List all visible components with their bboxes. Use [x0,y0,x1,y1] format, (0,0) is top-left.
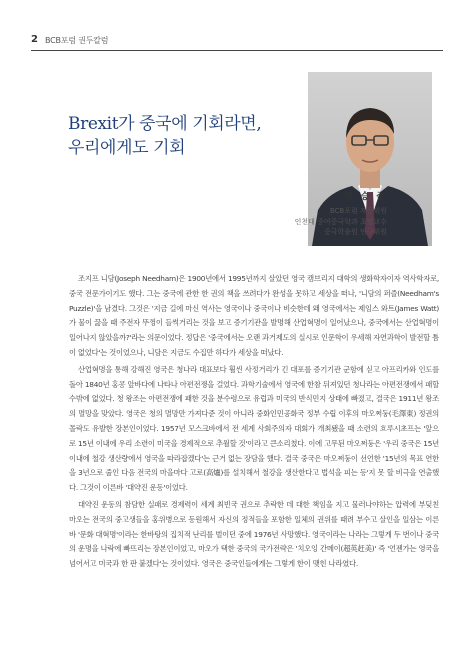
body-paragraph: 산업혁명을 통해 강해진 영국은 청나라 대표보다 훨씬 사정거리가 긴 대포를 증기기관 군함에 싣고 아프리카와 인도를 돌아 1840년 홍콩 앞바다에 나타나 아편전쟁을 걸었다. 과학기술에서 영국에 한참 뒤져있던 청나라는 아편전쟁에서 패할 수밖에 없었다. 청 왕조는 아편전쟁에 패한 것을 분수령으로 유럽과 미국의 반식민지 상태에 빠졌고, 결국은 1911년 왕조의 멸망을 맞았다. 영국은 청의 멸망만 가져다준 것이 아니라 중화인민공화국 정부 수립 이후의 마오쩌둥(毛澤東) 정권의 몰락도 유발한 장본인이었다. 1957년 모스크바에서 전 세계 사회주의자 대회가 개최됐을 때 소련의 흐루시초프는 '앞으로 15년 이내에 우리 소련이 미국을 경제적으로 추월할 것'이라고 큰소리쳤다. 이에 고무된 마오쩌둥은 '우리 중국은 15년 이내에 철강 생산량에서 영국을 따라잡겠다'는 근거 없는 장담을 했다. 결국 중국은 마오쩌둥이 선언한 '15년의 목표 연한을 3년으로 줄인 다음 전국의 마을마다 고로(高爐)를 설치해서 철강을 생산한다고 법석을 피는 등'지 못 할 비극을 연출했다. 그것이 이른바 '대약진 운동'이었다. [69,364,439,493]
page-number: 2 [31,34,38,45]
body-paragraph: 조지프 니담(Joseph Needham)은 1900년에서 1995년까지 살았던 영국 캠브리지 대학의 생화학자이자 역사학자로, 중국 전문가이기도 했다. 그는 중국에 관한 한 권의 책을 쓰려다가 완성을 못하고 세상을 떠나, '니담의 퍼즐(Needham's Puzzle)'을 남겼다. 그것은 '지금 길에 마신 역사는 영국이나 중국이나 비슷한데 왜 영국에서는 제임스 와트(James Watt)가 물이 끓을 때 주전자 뚜껑이 들썩거리는 것을 보고 증기기관을 발명해 산업혁명이 일어났으나, 중국에서는 산업혁명이 일어나지 않았을까?'라는 의문이었다. 정답은 '중국에서는 오랜 과거제도의 실시로 인문학이 우세해 자연과학이 발전할 틈이 없었다'는 것이었으나, 니담은 지금도 수집만 하다가 세상을 떠났다. [69,274,439,357]
article-title [68,112,288,160]
author-title: 인천대 중어중국학과 초빙교수 [294,217,387,226]
article-body [69,272,439,574]
page-header [31,34,443,48]
body-paragraph: 대약진 운동의 참담한 실패로 경제력이 세계 최빈국 권으로 추락한 데 대한 책임을 지고 물러나야하는 압력에 부딪친 마오는 전국의 중고생들을 홍위병으로 동원해서 자신의 정적들을 포함한 일체의 권위를 때려 부수고 살인을 일삼는 이른바 '문화 대혁명'이라는 한바탕의 집치적 난리를 벌이던 중에 1976년 사망했다. 영국이라는 나라는 그렇게 두 번이나 중국의 운명을 나락에 빠뜨리는 장본인이었고, 마오가 택한 중국의 국가전략은 '치오잉 간메이(超英赶美)' 즉 '언젠가는 영국을 넘어서고 미국과 한 판 붙겠다'는 것이었다. 영국은 중국인들에게는 그렇게 한이 맺힌 나라였다. [69,499,439,569]
author-byline [295,191,387,238]
title-line: Brexit가 중국에 기회라면, [68,114,262,134]
author-title: BCB포럼 자문위원 [329,207,387,215]
header-rule [31,50,443,51]
author-name: 박 승 준 [344,192,387,202]
running-head: BCB포럼 권두칼럼 [45,36,109,45]
author-title: 중국학술원 연구위원 [323,228,387,236]
title-line: 우리에게도 기회 [68,138,186,158]
